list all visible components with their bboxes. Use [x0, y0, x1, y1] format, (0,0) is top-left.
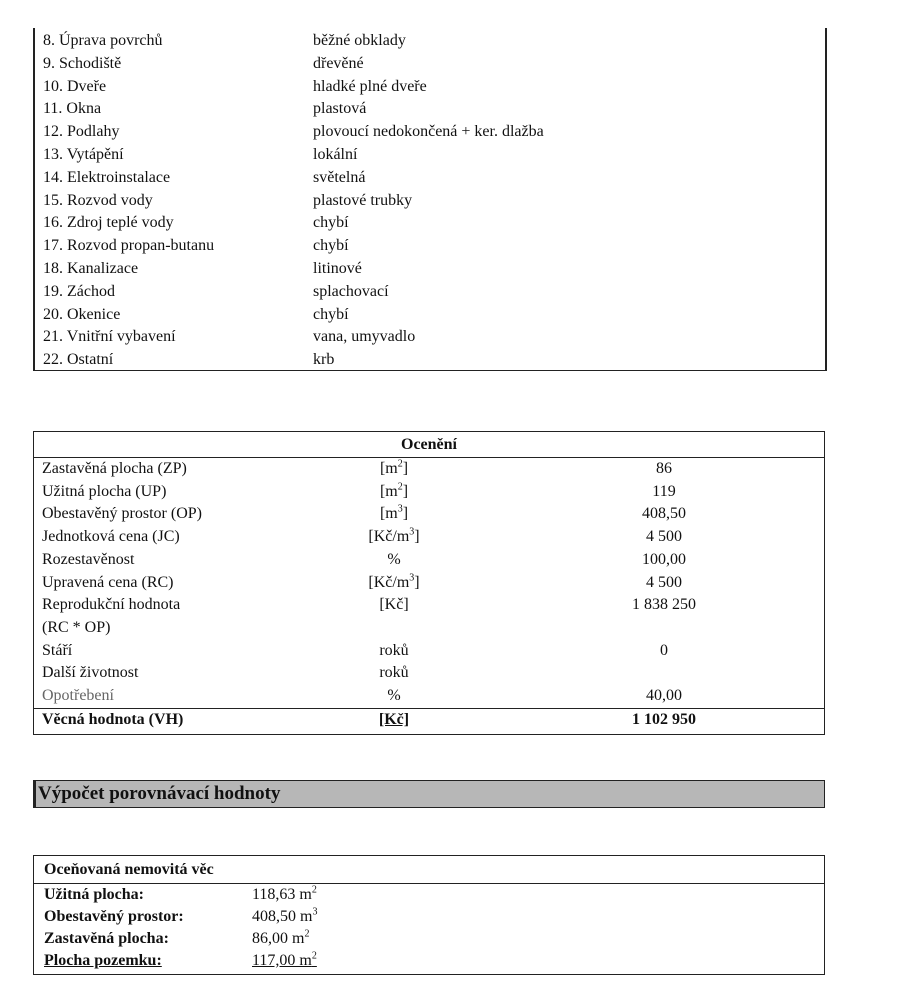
- property-label: Plocha pozemku:: [44, 952, 162, 969]
- valuation-title: Ocenění: [34, 432, 824, 458]
- row-value: 119: [652, 482, 676, 500]
- unit-exponent: 3: [409, 572, 415, 584]
- unit-close: ]: [402, 505, 409, 523]
- property-label: Zastavěná plocha:: [44, 930, 169, 947]
- list-item-value: vana, umyvadlo: [313, 328, 416, 346]
- row-label: Rozestavěnost: [42, 550, 135, 568]
- property-value-exponent: 2: [304, 928, 310, 940]
- property-title: Oceňovaná nemovitá věc: [34, 856, 824, 884]
- total-row: [34, 708, 824, 732]
- row-unit: [334, 685, 454, 708]
- table-row: [34, 526, 824, 549]
- list-item-value: běžné obklady: [313, 32, 406, 49]
- row-unit: [334, 526, 454, 549]
- list-item-label: 19. Záchod: [43, 282, 115, 300]
- list-item-label: 22. Ostatní: [43, 351, 114, 369]
- list-item-label: 18. Kanalizace: [43, 260, 139, 277]
- table-row: [34, 640, 824, 663]
- valuation-table: [33, 431, 825, 735]
- table-row: [34, 572, 824, 595]
- unit-text: [m: [379, 460, 398, 477]
- list-item-label: 20. Okenice: [43, 305, 121, 323]
- row-label: Stáří: [42, 641, 73, 659]
- unit-close: ]: [402, 460, 409, 477]
- list-item-value: světelná: [313, 168, 366, 186]
- property-value-exponent: 3: [312, 906, 318, 918]
- table-row: [34, 481, 824, 504]
- list-item-value: dřevěné: [313, 54, 364, 72]
- row-label: (RC * OP): [42, 618, 111, 636]
- row-value: 4 500: [646, 528, 682, 546]
- row-unit: [334, 503, 454, 526]
- row-value: 86: [656, 460, 672, 477]
- row-label: Reprodukční hodnota: [42, 596, 181, 614]
- list-item-value: chybí: [313, 305, 349, 323]
- list-item-value: hladké plné dveře: [313, 77, 427, 95]
- property-value-text: 117,00 m: [252, 952, 312, 969]
- total-label: Věcná hodnota (VH): [42, 710, 184, 728]
- list-item-value: lokální: [313, 146, 358, 163]
- table-row: [34, 685, 824, 708]
- property-table: [33, 855, 825, 975]
- unit-text: [Kč/m: [368, 573, 410, 591]
- row-label: Zastavěná plocha (ZP): [42, 460, 187, 477]
- list-item-label: 13. Vytápění: [43, 146, 124, 163]
- list-item-label: 16. Zdroj teplé vody: [43, 214, 174, 232]
- row-unit: [334, 594, 454, 617]
- unit-text: [m: [379, 482, 398, 500]
- unit-text: roků: [379, 664, 409, 682]
- unit-exponent: 3: [409, 526, 415, 538]
- list-item-label: 8. Úprava povrchů: [43, 32, 163, 49]
- table-row: [34, 503, 824, 526]
- row-value: 40,00: [646, 687, 682, 704]
- list-item-label: 11. Okna: [43, 100, 102, 118]
- table-row: [34, 662, 824, 685]
- row-value: 408,50: [642, 505, 686, 523]
- property-value: [252, 928, 309, 950]
- table-row: [34, 458, 824, 481]
- list-item-label: 17. Rozvod propan-butanu: [43, 237, 215, 255]
- property-value-exponent: 2: [311, 950, 317, 962]
- property-value-text: 86,00 m: [252, 930, 305, 947]
- property-value: [252, 906, 317, 928]
- row-label: Užitná plocha (UP): [42, 482, 167, 500]
- row-label: Další životnost: [42, 664, 139, 682]
- list-item-label: 15. Rozvod vody: [43, 191, 153, 209]
- unit-close: ]: [414, 573, 420, 591]
- list-item-value: plovoucí nedokončená + ker. dlažba: [313, 123, 544, 141]
- list-item-value: litinové: [313, 260, 362, 277]
- list-item-label: 21. Vnitřní vybavení: [43, 328, 176, 346]
- list-item-value: chybí: [313, 237, 349, 255]
- list-item-label: 12. Podlahy: [43, 123, 120, 141]
- total-unit: [Kč]: [378, 710, 410, 728]
- table-row: [34, 594, 824, 617]
- table-row: [34, 617, 824, 640]
- property-label: Užitná plocha:: [44, 886, 144, 903]
- list-item-label: 10. Dveře: [43, 77, 107, 95]
- property-value: [252, 950, 317, 972]
- unit-text: [Kč/m: [368, 528, 410, 546]
- property-value-text: 408,50 m: [252, 908, 313, 925]
- unit-text: roků: [379, 641, 409, 659]
- list-item-label: 14. Elektroinstalace: [43, 168, 171, 186]
- unit-close: ]: [402, 482, 409, 500]
- unit-text: [Kč]: [379, 596, 409, 614]
- row-value: 4 500: [646, 573, 682, 591]
- property-value-exponent: 2: [311, 884, 317, 896]
- row-value: 100,00: [642, 550, 686, 568]
- unit-exponent: 2: [397, 481, 403, 493]
- property-value-text: 118,63 m: [252, 886, 312, 903]
- row-value: 1 838 250: [632, 596, 696, 614]
- comparison-section-title: Výpočet porovnávací hodnoty: [33, 780, 825, 808]
- unit-exponent: 2: [397, 458, 403, 470]
- list-item-value: plastová: [313, 100, 367, 118]
- row-unit: [334, 640, 454, 663]
- unit-exponent: 3: [397, 504, 403, 516]
- row-unit: [334, 458, 454, 481]
- property-label: Obestavěný prostor:: [44, 908, 184, 925]
- row-unit: [334, 662, 454, 685]
- list-item-value: krb: [313, 351, 335, 369]
- row-value: 0: [660, 641, 668, 659]
- row-unit: [334, 549, 454, 572]
- property-value: [252, 884, 317, 906]
- row-label: Obestavěný prostor (OP): [42, 505, 202, 523]
- unit-text: %: [387, 550, 401, 568]
- unit-text: [m: [379, 505, 398, 523]
- row-label: Jednotková cena (JC): [42, 528, 180, 546]
- list-item-value: splachovací: [313, 282, 389, 300]
- row-unit: [334, 481, 454, 504]
- row-unit: [334, 572, 454, 595]
- table-row: [34, 549, 824, 572]
- list-item-value: chybí: [313, 214, 349, 232]
- total-value: 1 102 950: [632, 710, 696, 728]
- equipment-list: [33, 28, 827, 371]
- unit-close: ]: [414, 528, 420, 546]
- list-item-label: 9. Schodiště: [43, 54, 122, 72]
- unit-text: %: [387, 687, 401, 704]
- list-item-value: plastové trubky: [313, 191, 413, 209]
- row-label: Opotřebení: [42, 687, 114, 704]
- row-label: Upravená cena (RC): [42, 573, 174, 591]
